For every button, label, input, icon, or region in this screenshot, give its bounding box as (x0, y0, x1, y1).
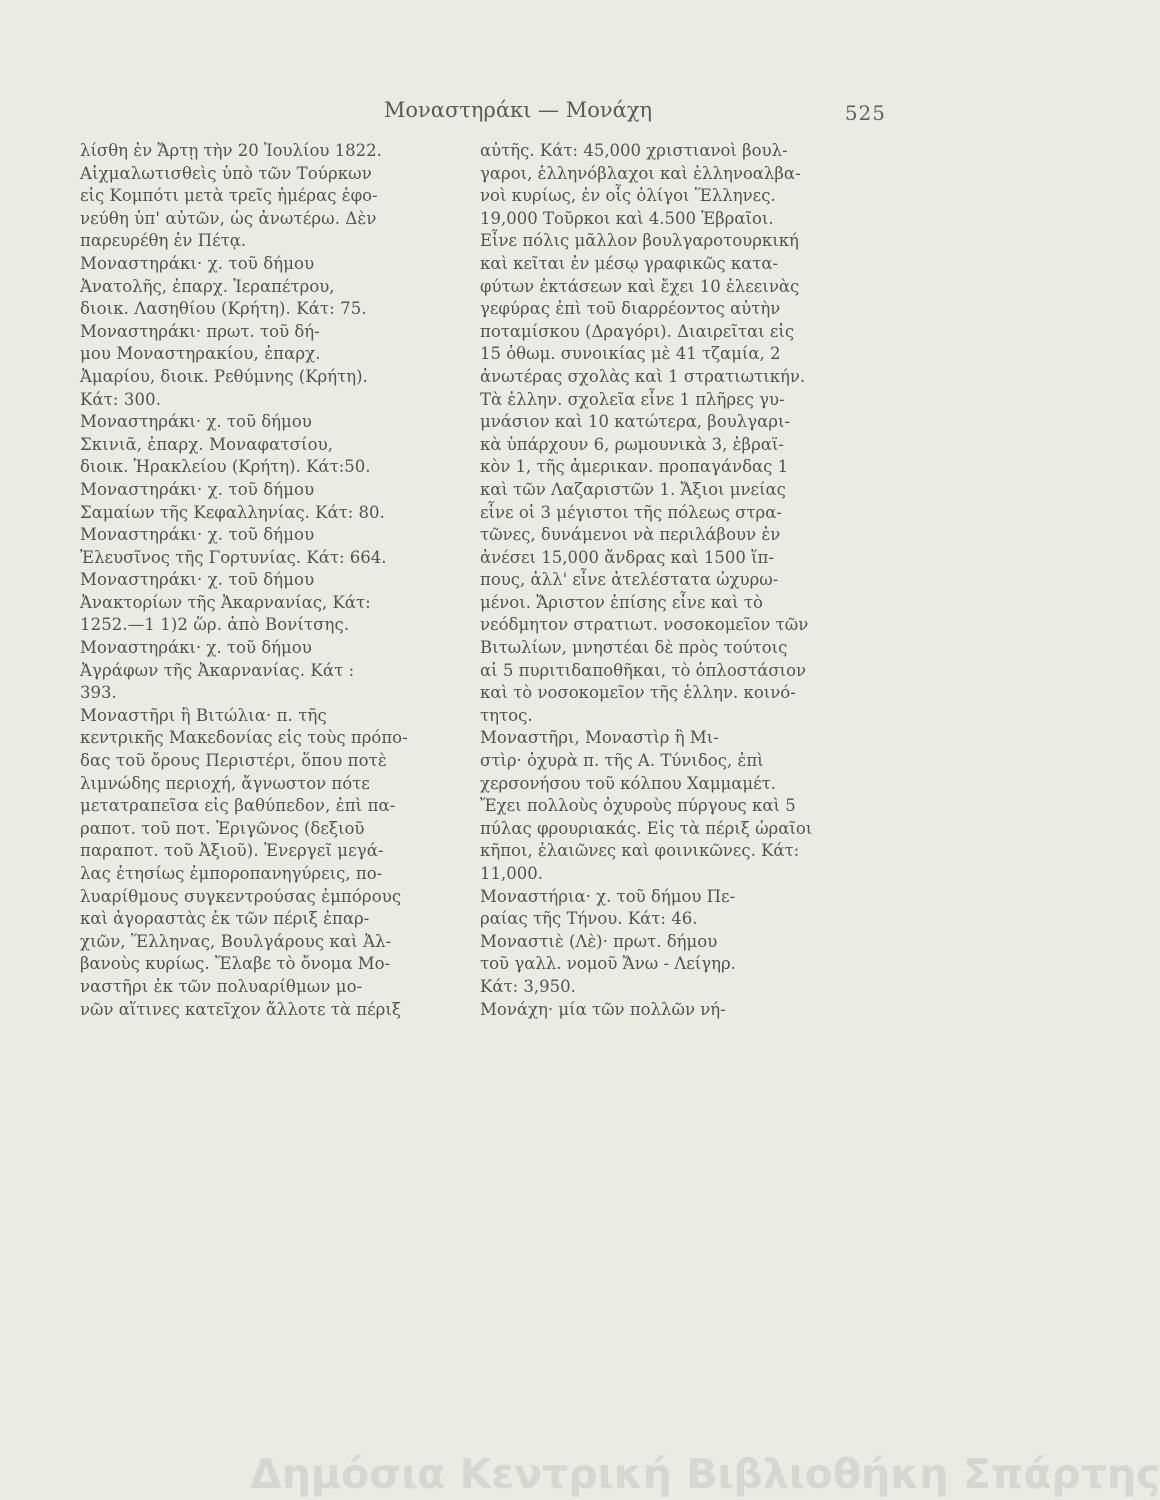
left-column (80, 140, 460, 1021)
text-line: τοῦ γαλλ. νομοῦ Ἄνω - Λείγηρ. (480, 954, 736, 974)
text-line: Ἀγράφων τῆς Ἀκαρνανίας. Κάτ : (80, 660, 355, 680)
text-line: Μοναστηράκι· χ. τοῦ δήμου (80, 638, 312, 658)
text-line: εἰς Κομπότι μετὰ τρεῖς ἡμέρας ἐφο- (80, 186, 378, 206)
text-line: ἀνωτέρας σχολὰς καὶ 1 στρατιωτικήν. (480, 366, 806, 386)
text-line: νεύθη ὑπ' αὐτῶν, ὡς ἀνωτέρω. Δὲν (80, 208, 377, 228)
text-line: παραποτ. τοῦ Ἀξιοῦ). Ἐνεργεῖ μεγά- (80, 841, 384, 861)
text-line: 19,000 Τοῦρκοι καὶ 4.500 Ἑβραῖοι. (480, 208, 774, 228)
text-line: καὶ τὸ νοσοκομεῖον τῆς ἑλλην. κοινό- (480, 683, 796, 703)
text-line: αἱ 5 πυριτιδαποθῆκαι, τὸ ὁπλοστάσιον (480, 660, 807, 680)
text-line: Μοναστηράκι· χ. τοῦ δήμου (80, 253, 315, 273)
text-line: εἶνε οἱ 3 μέγιστοι τῆς πόλεως στρα- (480, 502, 782, 522)
text-line: Τὰ ἑλλην. σχολεῖα εἶνε 1 πλῆρες γυ- (480, 389, 785, 409)
text-line: ναστῆρι ἐκ τῶν πολυαρίθμων μο- (80, 976, 363, 996)
text-line: μένοι. Ἄριστον ἐπίσης εἶνε καὶ τὸ (480, 592, 763, 612)
text-line: κεντρικῆς Μακεδονίας εἰς τοὺς πρόπο- (80, 728, 408, 748)
text-line: τητος. (480, 705, 533, 725)
text-line: κὸν 1, τῆς ἀμερικαν. προπαγάνδας 1 (480, 457, 789, 477)
text-line: χιῶν, Ἕλληνας, Βουλγάρους καὶ Ἀλ- (80, 931, 392, 951)
text-line: ραποτ. τοῦ ποτ. Ἐριγῶνος (δεξιοῦ (80, 818, 365, 838)
text-line: Μοναστήρια· χ. τοῦ δήμου Πε- (480, 886, 736, 906)
text-line: ποταμίσκου (Δραγόρι). Διαιρεῖται εἰς (480, 321, 795, 341)
text-line: Ἐλευσῖνος τῆς Γορτυνίας. Κάτ: 664. (80, 547, 387, 567)
text-line: γαροι, ἑλληνόβλαχοι καὶ ἑλληνοαλβα- (480, 163, 801, 183)
text-line: 15 ὀθωμ. συνοικίας μὲ 41 τζαμία, 2 (480, 344, 781, 364)
text-line: Σκινιᾶ, ἐπαρχ. Μοναφατσίου, (80, 434, 334, 454)
text-line: Μοναστῆρι ἢ Βιτώλια· π. τῆς (80, 705, 327, 725)
text-line: παρευρέθη ἐν Πέτᾳ. (80, 231, 247, 251)
text-line: Μοναστιὲ (Λὲ)· πρωτ. δήμου (480, 931, 718, 951)
text-line: νῶν αἵτινες κατεῖχον ἄλλοτε τὰ πέριξ (80, 999, 401, 1019)
text-line: τῶνες, δυνάμενοι νὰ περιλάβουν ἐν (480, 525, 781, 545)
text-line: 393. (80, 683, 117, 703)
text-line: νοὶ κυρίως, ἐν οἷς ὀλίγοι Ἕλληνες. (480, 186, 776, 206)
text-line: μετατραπεῖσα εἰς βαθύπεδον, ἐπὶ πα- (80, 796, 396, 816)
text-line: μου Μοναστηρακίου, ἐπαρχ. (80, 344, 321, 364)
text-line: λιμνώδης περιοχή, ἄγνωστον πότε (80, 773, 370, 793)
text-line: Μοναστηράκι· χ. τοῦ δήμου (80, 570, 315, 590)
text-line: Μοναστηράκι· χ. τοῦ δήμου (80, 525, 315, 545)
text-line: Μοναστηράκι· χ. τοῦ δήμου (80, 412, 312, 432)
text-line: πους, ἀλλ' εἶνε ἀτελέστατα ὠχυρω- (480, 570, 779, 590)
text-line: ραίας τῆς Τήνου. Κάτ: 46. (480, 909, 698, 929)
text-line: διοικ. Ἡρακλείου (Κρήτη). Κάτ:50. (80, 457, 371, 477)
text-line: Εἶνε πόλις μᾶλλον βουλγαροτουρκική (480, 231, 799, 251)
text-line: 11,000. (480, 864, 543, 883)
text-line: Κάτ: 3,950. (480, 976, 576, 996)
text-line: Βιτωλίων, μνηστέαι δὲ πρὸς τούτοις (480, 638, 788, 658)
text-line: στὶρ· ὀχυρὰ π. τῆς Α. Τύνιδος, ἐπὶ (480, 751, 764, 771)
text-line: Σαμαίων τῆς Κεφαλληνίας. Κάτ: 80. (80, 502, 385, 522)
text-line: κῆποι, ἐλαιῶνες καὶ φοινικῶνες. Κάτ: (480, 841, 800, 861)
text-line: Μοναστηράκι· χ. τοῦ δήμου (80, 479, 315, 499)
text-line: Ἀνακτορίων τῆς Ἀκαρνανίας, Κάτ: (80, 592, 371, 612)
text-line: Κάτ: 300. (80, 389, 162, 409)
text-line: λυαρίθμους συγκεντρούσας ἐμπόρους (80, 886, 402, 906)
text-line: λας ἐτησίως ἐμποροπανηγύρεις, πο- (80, 864, 383, 883)
text-line: Μονάχη· μία τῶν πολλῶν νή- (480, 999, 726, 1019)
text-line: Μοναστηράκι· πρωτ. τοῦ δή- (80, 321, 320, 341)
right-column (480, 140, 858, 1021)
text-line: ἀνέσει 15,000 ἄνδρας καὶ 1500 ἵπ- (480, 547, 774, 567)
text-line: αὐτῆς. Κάτ: 45,000 χριστιανοὶ βουλ- (480, 141, 788, 160)
text-line: νεόδμητον στρατιωτ. νοσοκομεῖον τῶν (480, 615, 809, 635)
text-line: Αἰχμαλωτισθεὶς ὑπὸ τῶν Τούρκων (80, 163, 372, 183)
page-header-title: Μοναστηράκι — Μονάχη (383, 98, 653, 122)
text-line: Ἀνατολῆς, ἐπαρχ. Ἱεραπέτρου, (80, 276, 335, 296)
page-number: 525 (844, 101, 886, 125)
text-line: 1252.—1 1)2 ὥρ. ἀπὸ Βονίτσης. (80, 615, 350, 635)
text-line: καὶ κεῖται ἐν μέσῳ γραφικῶς κατα- (480, 253, 779, 273)
text-line: βανοὺς κυρίως. Ἔλαβε τὸ ὄνομα Μο- (80, 954, 391, 974)
text-line: Ἀμαρίου, διοικ. Ρεθύμνης (Κρήτη). (80, 366, 368, 386)
text-line: φύτων ἐκτάσεων καὶ ἔχει 10 ἐλεεινὰς (480, 276, 800, 296)
text-line: Ἔχει πολλοὺς ὀχυροὺς πύργους καὶ 5 (480, 796, 796, 816)
text-line: διοικ. Λασηθίου (Κρήτη). Κάτ: 75. (80, 299, 367, 319)
text-line: λίσθη ἐν Ἄρτῃ τὴν 20 Ἰουλίου 1822. (80, 141, 382, 160)
text-line: δας τοῦ ὄρους Περιστέρι, ὅπου ποτὲ (80, 751, 387, 771)
text-line: χερσονήσου τοῦ κόλπου Χαμμαμέτ. (480, 773, 777, 793)
text-line: πύλας φρουριακάς. Εἰς τὰ πέριξ ὡραῖοι (480, 818, 813, 838)
text-line: κὰ ὑπάρχουν 6, ρωμουνικὰ 3, ἑβραϊ- (480, 434, 784, 454)
text-line: γεφύρας ἐπὶ τοῦ διαρρέοντος αὐτὴν (480, 299, 781, 319)
text-line: καὶ τῶν Λαζαριστῶν 1. Ἄξιοι μνείας (480, 479, 786, 499)
text-line: Μοναστῆρι, Μοναστὶρ ἢ Μι- (480, 728, 719, 748)
library-watermark: Δημόσια Κεντρική Βιβλιοθήκη Σπάρτης (250, 1450, 1160, 1498)
text-line: καὶ ἀγοραστὰς ἐκ τῶν πέριξ ἐπαρ- (80, 909, 370, 929)
text-line: μνάσιον καὶ 10 κατώτερα, βουλγαρι- (480, 412, 791, 432)
